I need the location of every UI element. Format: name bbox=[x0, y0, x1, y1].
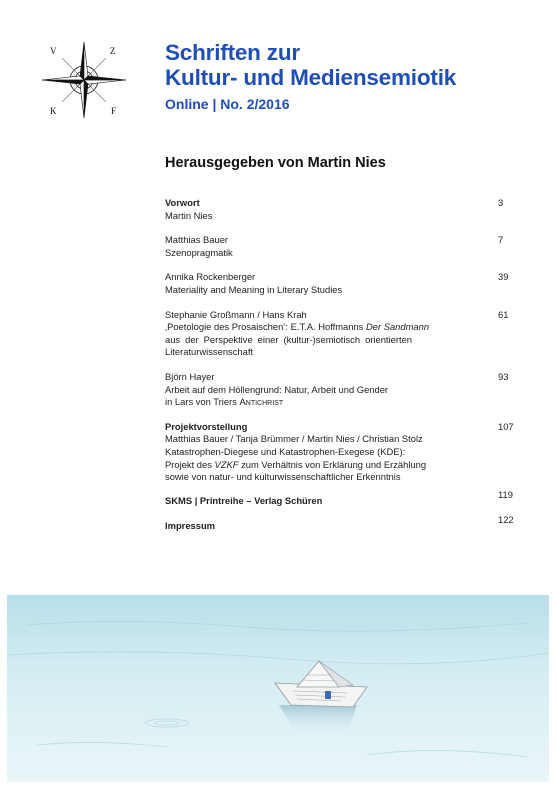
toc-authors: Matthias Bauer / Tanja Brümmer / Martin Nies / Christian Stolz bbox=[165, 433, 423, 445]
toc-heading: Projektvorstellung bbox=[165, 420, 248, 432]
logo-letter-z: Z bbox=[110, 46, 116, 56]
toc-page-number: 39 bbox=[498, 271, 509, 283]
toc-page-number: 3 bbox=[498, 197, 504, 208]
toc-author: Björn Hayer bbox=[165, 370, 215, 382]
toc-page-number: 122 bbox=[498, 514, 514, 526]
toc-title bbox=[165, 321, 525, 334]
series-title-line2: Kultur- und Mediensemiotik bbox=[165, 65, 457, 90]
logo-letter-f: F bbox=[111, 106, 117, 116]
toc-entry-rockenberger bbox=[165, 271, 525, 296]
toc-entry-impressum bbox=[165, 514, 525, 533]
toc-author: Martin Nies bbox=[165, 209, 213, 221]
toc-title-line3: Literaturwissenschaft bbox=[165, 346, 254, 358]
toc-page-number: 7 bbox=[498, 234, 504, 246]
toc-title: Materiality and Meaning in Literary Studies bbox=[165, 283, 343, 295]
toc-title-line2: aus der Perspektive einer (kultur-)semiotisch orientierten bbox=[165, 333, 412, 345]
toc-page-number: 93 bbox=[498, 370, 509, 382]
toc-author: Stephanie Großmann / Hans Krah bbox=[165, 308, 307, 320]
toc-title-line2 bbox=[165, 396, 525, 409]
toc-title-italic: Der Sandmann bbox=[365, 321, 430, 333]
toc-page-number: 61 bbox=[498, 308, 509, 320]
toc-author: Annika Rockenberger bbox=[165, 271, 256, 283]
editor-line: Herausgegeben von Martin Nies bbox=[165, 155, 386, 171]
toc-title-italic: VZKF bbox=[214, 458, 239, 470]
series-title-line1: Schriften zur bbox=[165, 40, 300, 65]
toc-title-text: in Lars von Triers bbox=[165, 396, 240, 408]
logo-letter-v: V bbox=[50, 46, 57, 56]
toc-page-number: 119 bbox=[498, 488, 513, 500]
series-title-block bbox=[165, 40, 545, 112]
logo-letter-k: K bbox=[50, 106, 57, 116]
toc-title-text: Projekt des bbox=[165, 458, 215, 470]
toc-title-text: zum Verhältnis von Erklärung und Erzählung bbox=[238, 458, 427, 470]
toc-title-line1: Katastrophen-Diegese und Katastrophen-Exegese (KDE): bbox=[165, 445, 406, 457]
toc-title-line1: Arbeit auf dem Höllengrund: Natur, Arbeit und Gender bbox=[165, 383, 389, 395]
toc-title-line3: sowie von natur- und kulturwissenschaftlicher Erkenntnis bbox=[165, 471, 401, 483]
toc-heading: Vorwort bbox=[165, 197, 200, 208]
toc-title: Szenopragmatik bbox=[165, 246, 233, 258]
table-of-contents bbox=[165, 197, 525, 533]
toc-entry-grossmann-krah bbox=[165, 309, 525, 359]
toc-author: Matthias Bauer bbox=[165, 234, 229, 246]
toc-page-number: 107 bbox=[498, 420, 514, 432]
toc-title-line2 bbox=[165, 459, 525, 472]
toc-entry-projektvorstellung bbox=[165, 421, 525, 484]
toc-heading: Impressum bbox=[165, 520, 216, 532]
toc-entry-vorwort bbox=[165, 197, 525, 222]
issue-subtitle: Online | No. 2/2016 bbox=[165, 96, 290, 112]
toc-title-text: ‚Poetologie des Prosaischen‘: E.T.A. Hoffmanns bbox=[165, 321, 366, 333]
vzkf-compass-logo bbox=[40, 40, 128, 120]
paper-boat-photo bbox=[7, 595, 549, 782]
toc-entry-skms bbox=[165, 488, 525, 508]
toc-entry-hayer bbox=[165, 371, 525, 409]
toc-heading: SKMS | Printreihe – Verlag Schüren bbox=[165, 494, 323, 506]
toc-title-smallcaps: Antichrist bbox=[239, 396, 284, 408]
toc-entry-bauer bbox=[165, 234, 525, 259]
